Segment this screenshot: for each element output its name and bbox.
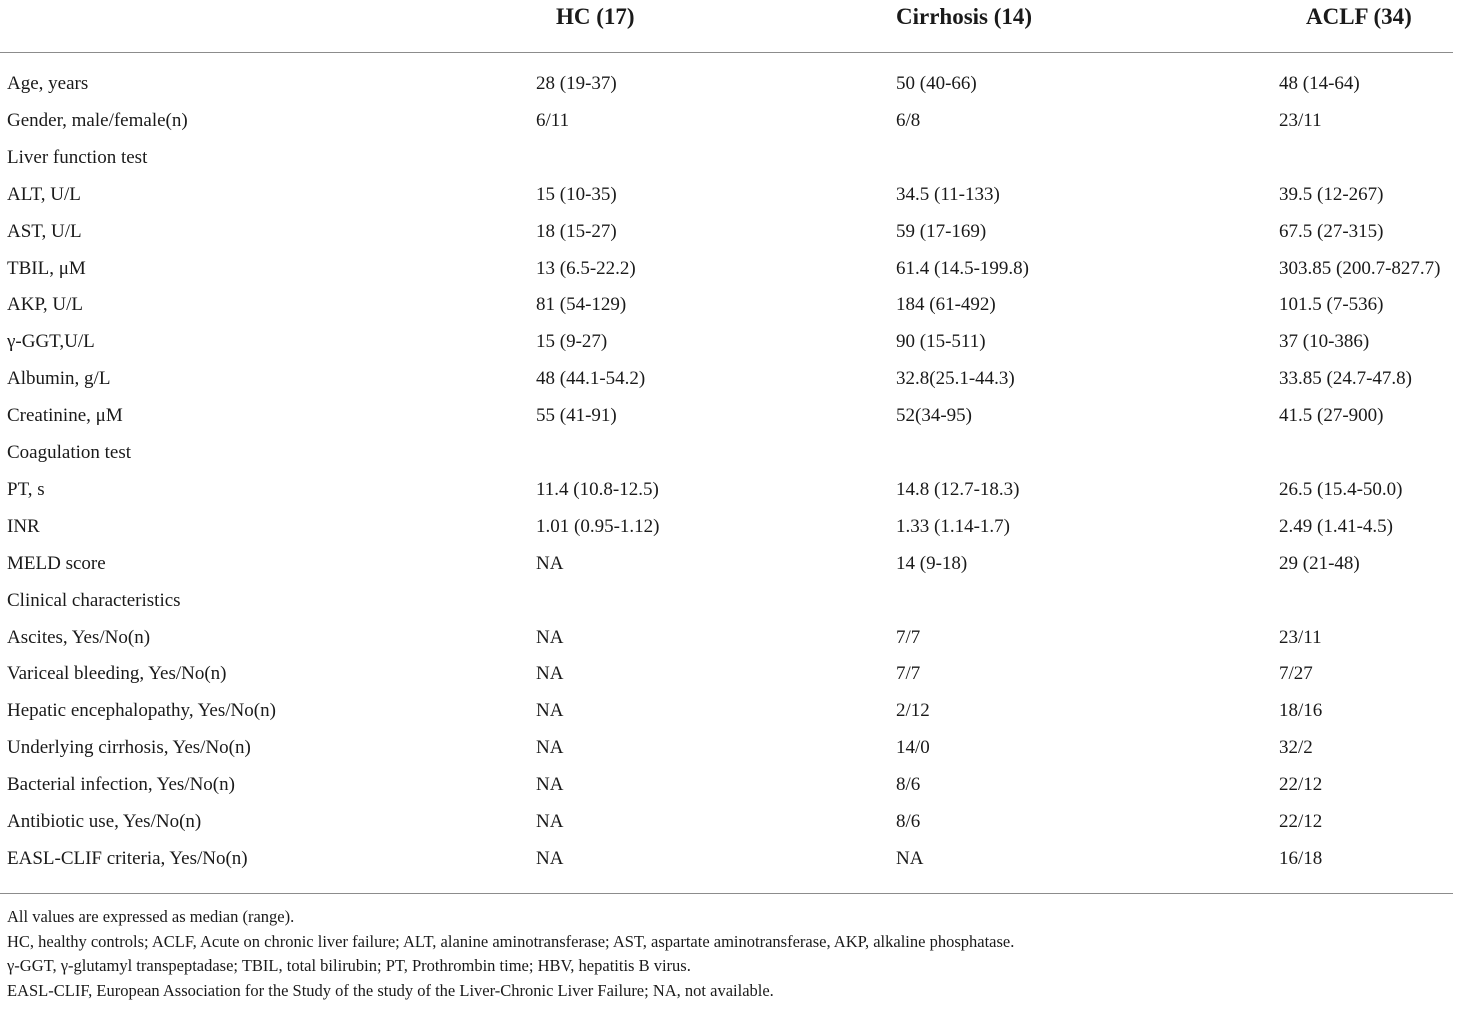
table-cell: 15 (9-27) xyxy=(536,331,608,353)
table-row xyxy=(0,729,1460,766)
table-row xyxy=(0,434,1460,471)
row-label: γ-GGT,U/L xyxy=(7,331,95,353)
row-label: Age, years xyxy=(7,73,89,94)
header-rule xyxy=(0,52,1453,53)
table-cell: 14 (9-18) xyxy=(896,552,968,574)
table-cell: 101.5 (7-536) xyxy=(1279,294,1384,316)
table-cell: 1.33 (1.14-1.7) xyxy=(896,515,1010,537)
table-cell: 22/12 xyxy=(1279,774,1323,796)
table-cell: 90 (15-511) xyxy=(896,331,986,353)
table-cell: NA xyxy=(896,847,924,869)
row-label: Bacterial infection, Yes/No(n) xyxy=(7,774,235,796)
table-cell: 26.5 (15.4-50.0) xyxy=(1279,478,1403,500)
table-row xyxy=(0,286,1460,323)
table-cell: 8/6 xyxy=(896,774,921,796)
footnote-line: EASL-CLIF, European Association for the Study of the study of the Liver-Chronic Liver Failure; NA, not available. xyxy=(7,980,774,1000)
table-cell: 39.5 (12-267) xyxy=(1279,183,1384,205)
table-cell: 34.5 (11-133) xyxy=(896,183,1000,205)
table-row xyxy=(0,840,1460,877)
table-cell: 50 (40-66) xyxy=(896,73,977,94)
row-label: Underlying cirrhosis, Yes/No(n) xyxy=(7,737,251,759)
table-cell: 33.85 (24.7-47.8) xyxy=(1279,368,1412,390)
table-cell: NA xyxy=(536,700,564,722)
table-cell: 81 (54-129) xyxy=(536,294,627,316)
table-cell: 13 (6.5-22.2) xyxy=(536,257,636,279)
footnote-line: All values are expressed as median (range). xyxy=(7,907,295,926)
row-label: EASL-CLIF criteria, Yes/No(n) xyxy=(7,847,248,869)
row-label: TBIL, μM xyxy=(7,257,86,279)
row-label: Hepatic encephalopathy, Yes/No(n) xyxy=(7,700,276,722)
table-row xyxy=(0,582,1460,619)
table-cell: 48 (14-64) xyxy=(1279,73,1360,94)
table-row xyxy=(0,323,1460,360)
table-cell: 7/7 xyxy=(896,626,921,648)
table-cell: 23/11 xyxy=(1279,109,1322,131)
table-cell: 15 (10-35) xyxy=(536,183,617,205)
row-label: Antibiotic use, Yes/No(n) xyxy=(7,811,202,832)
table-row xyxy=(0,250,1460,287)
table-cell: NA xyxy=(536,737,564,759)
footnote-line: γ-GGT, γ-glutamyl transpeptadase; TBIL, total bilirubin; PT, Prothrombin time; HBV, hepatitis B virus. xyxy=(7,956,691,975)
table-row xyxy=(0,102,1460,139)
table-cell: NA xyxy=(536,811,564,832)
table-row xyxy=(0,139,1460,176)
footnote-line: HC, healthy controls; ACLF, Acute on chronic liver failure; ALT, alanine aminotransferase; AST, aspartate aminotransferase, AKP, alkaline phosphatase. xyxy=(7,931,1015,951)
row-label: ALT, U/L xyxy=(7,183,81,205)
table-cell: 55 (41-91) xyxy=(536,405,617,427)
row-label: INR xyxy=(7,515,40,537)
row-label: Ascites, Yes/No(n) xyxy=(7,626,151,648)
row-label: Coagulation test xyxy=(7,442,132,463)
table-cell: 37 (10-386) xyxy=(1279,331,1370,353)
table-cell: 22/12 xyxy=(1279,811,1323,832)
row-label: MELD score xyxy=(7,552,106,574)
table-cell: 6/11 xyxy=(536,109,570,131)
table-row xyxy=(0,397,1460,434)
row-label: AKP, U/L xyxy=(7,294,84,316)
table-row xyxy=(0,471,1460,508)
table-cell: 16/18 xyxy=(1279,847,1323,869)
bottom-rule xyxy=(0,893,1453,894)
table-cell: 303.85 (200.7-827.7) xyxy=(1279,257,1441,279)
table-row xyxy=(0,176,1460,213)
table-header-row xyxy=(0,0,1460,38)
row-label: Clinical characteristics xyxy=(7,589,181,611)
row-label: Variceal bleeding, Yes/No(n) xyxy=(7,663,227,685)
table-row xyxy=(0,619,1460,656)
table-cell: NA xyxy=(536,663,564,685)
table-cell: 7/27 xyxy=(1279,663,1313,685)
table-cell: 32/2 xyxy=(1279,737,1313,759)
table-cell: 8/6 xyxy=(896,811,921,832)
table-cell: 41.5 (27-900) xyxy=(1279,405,1384,427)
table-cell: 14/0 xyxy=(896,737,930,759)
table-cell: 61.4 (14.5-199.8) xyxy=(896,257,1029,279)
table-cell: 14.8 (12.7-18.3) xyxy=(896,478,1020,500)
table-row xyxy=(0,545,1460,582)
row-label: Albumin, g/L xyxy=(7,368,111,390)
row-label: Liver function test xyxy=(7,146,148,168)
table-row xyxy=(0,213,1460,250)
table-cell: 18 (15-27) xyxy=(536,220,617,242)
table-row xyxy=(0,766,1460,803)
table-cell: 48 (44.1-54.2) xyxy=(536,368,646,390)
header-aclf: ACLF (34) xyxy=(1306,4,1412,29)
table-cell: NA xyxy=(536,774,564,796)
header-cirrhosis: Cirrhosis (14) xyxy=(896,4,1033,29)
table-cell: 1.01 (0.95-1.12) xyxy=(536,515,660,537)
table-cell: 28 (19-37) xyxy=(536,73,617,94)
table-cell: NA xyxy=(536,552,564,574)
table-row xyxy=(0,65,1460,102)
table-cell: 11.4 (10.8-12.5) xyxy=(536,478,659,500)
table-row xyxy=(0,692,1460,729)
table-footnotes xyxy=(7,905,1014,1003)
table-cell: 52(34-95) xyxy=(896,405,972,427)
table-row xyxy=(0,803,1460,840)
table-cell: 2.49 (1.41-4.5) xyxy=(1279,515,1393,537)
row-label: Gender, male/female(n) xyxy=(7,109,188,131)
table-cell: 59 (17-169) xyxy=(896,220,987,242)
table-row xyxy=(0,655,1460,692)
table-cell: 29 (21-48) xyxy=(1279,552,1360,574)
table-cell: 7/7 xyxy=(896,663,921,685)
table-cell: NA xyxy=(536,847,564,869)
table-cell: NA xyxy=(536,626,564,648)
table-cell: 18/16 xyxy=(1279,700,1323,722)
row-label: Creatinine, μM xyxy=(7,405,123,427)
table-row xyxy=(0,360,1460,397)
table-cell: 184 (61-492) xyxy=(896,294,996,316)
row-label: AST, U/L xyxy=(7,220,82,242)
row-label: PT, s xyxy=(7,478,45,500)
table-cell: 32.8(25.1-44.3) xyxy=(896,368,1015,390)
table-cell: 67.5 (27-315) xyxy=(1279,220,1384,242)
table-cell: 23/11 xyxy=(1279,626,1322,648)
table-cell: 2/12 xyxy=(896,700,930,722)
table-row xyxy=(0,508,1460,545)
table-cell: 6/8 xyxy=(896,109,921,131)
header-hc: HC (17) xyxy=(556,4,635,29)
